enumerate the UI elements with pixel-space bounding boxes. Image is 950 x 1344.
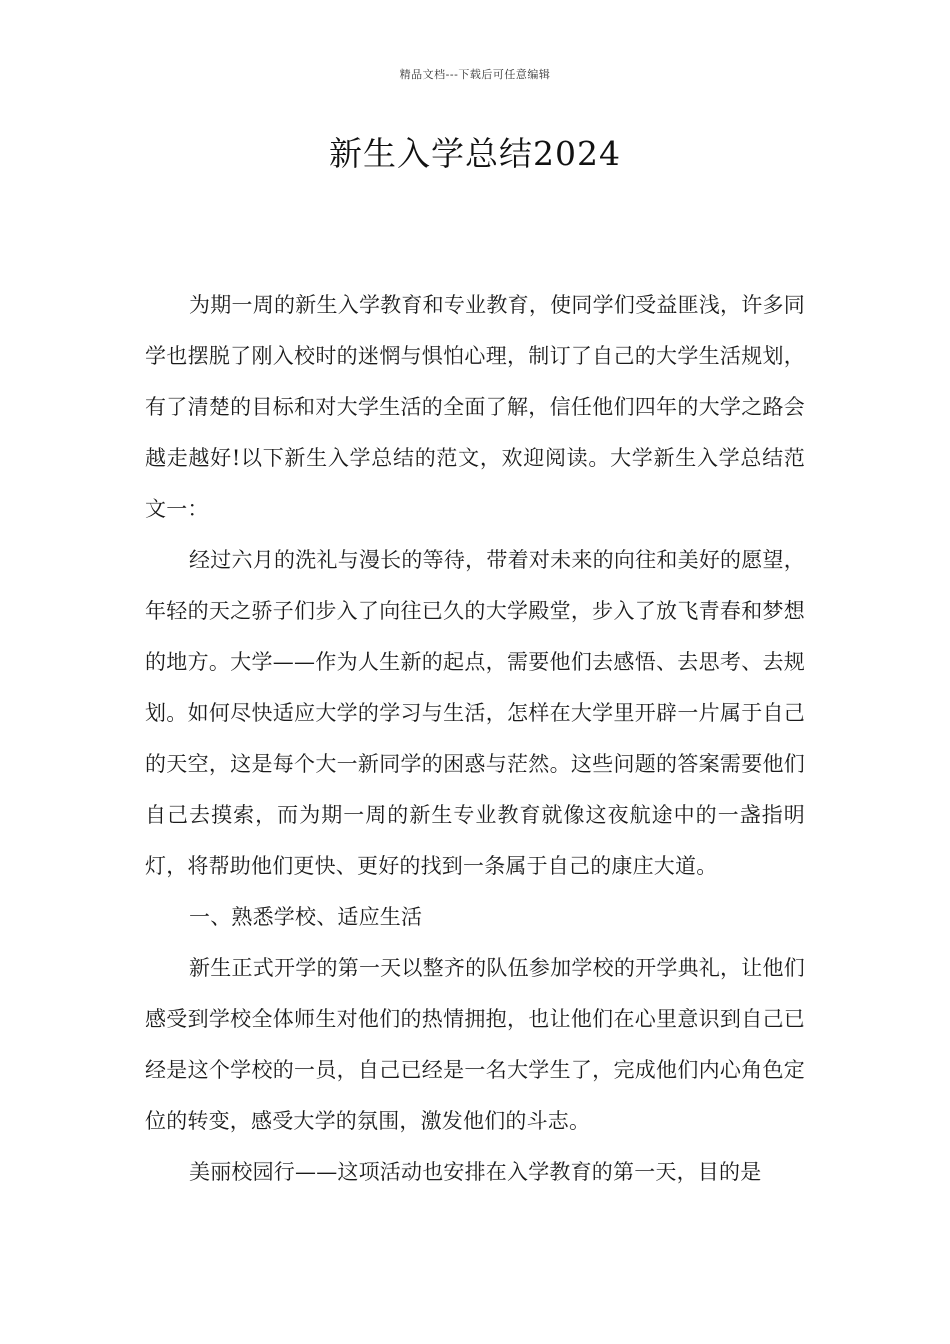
document-title: 新生入学总结2024	[329, 134, 621, 173]
paragraph-intro: 为期一周的新生入学教育和专业教育，使同学们受益匪浅，许多同学也摆脱了刚入校时的迷惘与惧怕心理，制订了自己的大学生活规划，有了清楚的目标和对大学生活的全面了解，信任他们四年的大学之路会越走越好!以下新生入学总结的范文，欢迎阅读。大学新生入学总结范文一：	[145, 293, 805, 521]
header-note: 精品文档---下载后可任意编辑	[399, 68, 551, 81]
section-heading-1: 一、熟悉学校、适应生活	[189, 905, 423, 929]
paragraph-campus-tour: 美丽校园行——这项活动也安排在入学教育的第一天，目的是	[189, 1160, 762, 1184]
document-body	[145, 280, 805, 1198]
paragraph-june: 经过六月的洗礼与漫长的等待，带着对未来的向往和美好的愿望，年轻的天之骄子们步入了向往已久的大学殿堂，步入了放飞青春和梦想的地方。大学——作为人生新的起点，需要他们去感悟、去思考、去规划。如何尽快适应大学的学习与生活，怎样在大学里开辟一片属于自己的天空，这是每个大一新同学的困惑与茫然。这些问题的答案需要他们自己去摸索，而为期一周的新生专业教育就像这夜航途中的一盏指明灯，将帮助他们更快、更好的找到一条属于自己的康庄大道。	[145, 548, 805, 878]
paragraph-opening-ceremony: 新生正式开学的第一天以整齐的队伍参加学校的开学典礼，让他们感受到学校全体师生对他们的热情拥抱，也让他们在心里意识到自己已经是这个学校的一员，自己已经是一名大学生了，完成他们内心角色定位的转变，感受大学的氛围，激发他们的斗志。	[145, 956, 805, 1133]
